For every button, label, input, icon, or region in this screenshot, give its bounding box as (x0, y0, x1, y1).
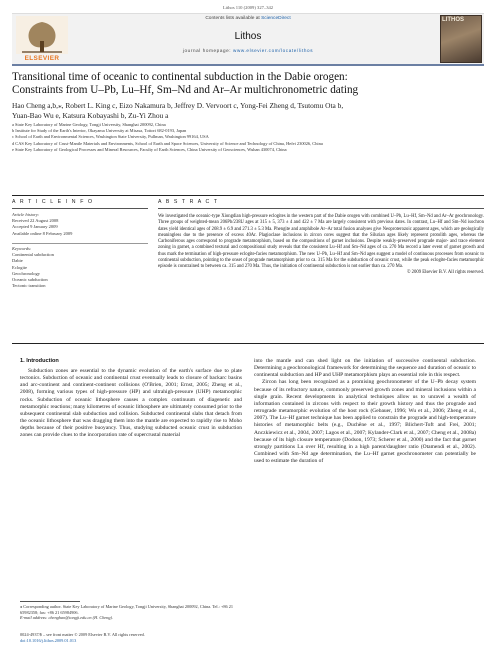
body-paragraph: Subduction zones are essential to the dynamic evolution of the earth's surface due to plate tectonics. Subduction of oceanic and continental crust eventually leads to closure of backarc basins and arc-continent and continent-continent collisions (O'Brien, 2001; Ernst, 2005; Zheng et al., 2008), forming various types of high-pressure (HP) and ultrahigh-pressure (UHP) metamorphic rocks. Subduction of oceanic lithosphere causes a complex continuum of diagenetic and metamorphic reactions; many kilometres of oceanic lithosphere are ultimately consumed prior to the subsequent continental slab subduction and collision. Subducted continental slabs that detach from the oceanic lithosphere that was dragging them into the mantle are expected to rapidly rise to Moho depths because of their positive buoyancy. Thus, studying subducted oceanic crust in subduction zones can provide clues to the incorporation rate of supercrustal material (20, 368, 242, 439)
elsevier-tree-logo (16, 16, 68, 60)
divider-top (12, 195, 484, 196)
cover-title: LITHOS (442, 17, 464, 23)
article-info-rule (12, 208, 148, 209)
issn-line: 0024-4937/$ – see front matter © 2009 Elsevier B.V. All rights reserved. (20, 632, 145, 637)
journal-homepage (140, 48, 356, 53)
corresponding-author-note: ⁎ Corresponding author. State Key Laboratory of Marine Geology, Tongji University, Shanghai 200092, China. Tel.: +86 21 65982358; fax: +86 21 65984906. (20, 604, 234, 615)
affiliation-d: d CAS Key Laboratory of Crust-Mantle Materials and Environments, School of Earth and Space Sciences, University of Science and Technology of China, Hefei 230026, China (12, 140, 323, 146)
copyright-line: © 2009 Elsevier B.V. All rights reserved. (406, 270, 484, 276)
sciencedirect-link[interactable]: ScienceDirect (261, 16, 291, 21)
body-paragraph: into the mantle and can shed light on the initiation of successive continental subduction. Determining a geochronological framework for determining the sequence and duration of oceanic to continental subduction and HP and UHP metamorphism plays an essential role in this respect. (254, 358, 476, 379)
title-line-1: Transitional time of oceanic to continental subduction in the Dabie orogen: (12, 71, 348, 83)
affiliation-e: e State Key Laboratory of Geological Processes and Mineral Resources, Faculty of Earth Sciences, China University of Geosciences, Wuhan 430074, China (12, 146, 287, 152)
title-line-2: Constraints from U–Pb, Lu–Hf, Sm–Nd and Ar–Ar multichronometric dating (12, 84, 359, 97)
article-info-heading: A R T I C L E I N F O (12, 199, 94, 205)
section-heading-introduction: 1. Introduction (20, 358, 59, 364)
affiliation-b: b Institute for Study of the Earth's Interior, Okayama University at Misasa, Tottori 682-0193, Japan (12, 128, 187, 134)
divider-bottom (12, 343, 484, 344)
keywords-block (12, 246, 148, 289)
authors-line-2: Yuan-Bao Wu e, Katsura Kobayashi b, Zu-Yi Zhou a (12, 111, 169, 120)
affiliation-c: c School of Earth and Environmental Sciences, Washington State University, Pullman, Washington 99164, USA (12, 134, 209, 140)
abstract-text: We investigated the oceanic-type Xiongdian high-pressure eclogites in the western part of the Dabie orogen with combined U–Pb, Lu–Hf, Sm–Nd and Ar–Ar geochronology. Three groups of weighted-mean 206Pb/238U ages at 315 ± 5, 373 ± 4 and 422 ± 7 Ma are largely consistent with previous dates. In contrast, Lu–Hf and Sm–Nd isochron dates yield identical ages of 268.9 ± 6.9 and 271.3 ± 5.3 Ma. Phengite and amphibole Ar–Ar total fusion analyses give Neoproterozoic apparent ages, which are geologically meaningless due to the presence of excess 40Ar. Plagioclase inclusions in zircon cores suggest that the Silurian ages likely represent protolith ages, whereas the Carboniferous ages correspond to prograde metamorphism, based on the compositions of garnet inclusions. Despite weakly-preserved prograde major- and trace element zoning in garnet, a combined textural and compositional study reveals that the consistent Lu–Hf and Sm–Nd ages of ca. 270 Ma record a later event of garnet growth and thus mark the termination of high-pressure eclogite-facies metamorphism. The new U–Pb, Lu–Hf and Sm–Nd ages suggest a model of continuous processes from oceanic to continental subduction, pointing to the onset of prograde metamorphism prior to ca. 315 Ma for the subduction of oceanic crust, while the peak eclogite-facies metamorphic episode is constrained to between ca. 315 and 270 Ma. Thus, the initiation of continental subduction is not earlier than ca. 270 Ma. (158, 214, 484, 269)
keyword: Dabie (12, 258, 23, 264)
author-list (12, 101, 484, 121)
history-label: Article history: (12, 212, 40, 217)
history-accepted: Accepted 9 January 2009 (12, 224, 58, 230)
article-history (12, 212, 148, 237)
email-note: E-mail address: chenghao@tongji.edu.cn (H. Cheng). (20, 615, 114, 621)
keywords-label: Keywords: (12, 246, 32, 251)
homepage-link[interactable]: www.elsevier.com/locate/lithos (233, 48, 314, 53)
keyword: Geochronology (12, 270, 40, 276)
publisher-name: ELSEVIER (24, 55, 60, 62)
abstract-body (158, 214, 484, 277)
keyword: Eclogite (12, 264, 27, 270)
affiliations (12, 122, 484, 153)
journal-title: Lithos (234, 31, 262, 42)
keyword: Oceanic subduction (12, 277, 48, 283)
footnotes (20, 604, 242, 621)
info-separator (12, 243, 148, 244)
affiliation-a: a State Key Laboratory of Marine Geology, Tongji University, Shanghai 200092, China (12, 122, 166, 127)
history-received: Received 22 August 2008 (12, 218, 59, 224)
abstract-rule (158, 208, 484, 209)
keyword: Tectonic transition (12, 283, 46, 289)
body-column-right (254, 358, 476, 465)
contents-prefix: Contents lists available at (205, 16, 262, 21)
keyword: Continental subduction (12, 252, 54, 258)
abstract-heading: A B S T R A C T (158, 199, 219, 205)
history-online: Available online 8 February 2009 (12, 230, 73, 236)
footnote-rule (20, 601, 80, 602)
article-title (12, 71, 484, 97)
body-paragraph: Zircon has long been recognized as a promising geochronometer of the U–Pb decay system because of its refractory nature, commonly preserved growth zones and mineral inclusions within a single grain. Recent developments in analytical techniques allow us to unravel a wealth of information contained in zircons with respect to their growth history and thus the prograde and retrograde metamorphic evolution of the host rock (Gebauer, 1996; Wu et al., 2006; Zheng et al., 2007). The Lu–Hf garnet technique has been applied to constrain the prograde and high-temperature histories of metamorphic belts (e.g., Duchêne et al., 1997; Blichert-Toft and Frei, 2001; Anczkiewicz et al., 2004, 2007; Lagos et al., 2007; Kylander-Clark et al., 2007; Cheng et al., 2008a) because of its high closure temperature (Dodson, 1973; Scherer et al., 2000) and the fact that garnet strongly partitions Lu over Hf, resulting in a high parent/daughter ratio (Otamendi et al., 2002). Combined with Sm–Nd age determination, the Lu–Hf garnet geochronometer can potentially be used to estimate the duration of (254, 379, 476, 465)
running-header: Lithos 110 (2009) 327–342 (222, 5, 274, 10)
doi-link[interactable]: doi:10.1016/j.lithos.2009.01.013 (20, 637, 77, 643)
homepage-prefix: journal homepage: (182, 48, 234, 53)
front-matter (20, 632, 242, 643)
contents-line (140, 16, 356, 21)
body-column-left (20, 368, 242, 440)
authors-line-1: Hao Cheng a,b,⁎, Robert L. King c, Eizo Nakamura b, Jeffrey D. Vervoort c, Yong-Fei Zheng d, Tsutomu Ota b, (12, 101, 344, 110)
